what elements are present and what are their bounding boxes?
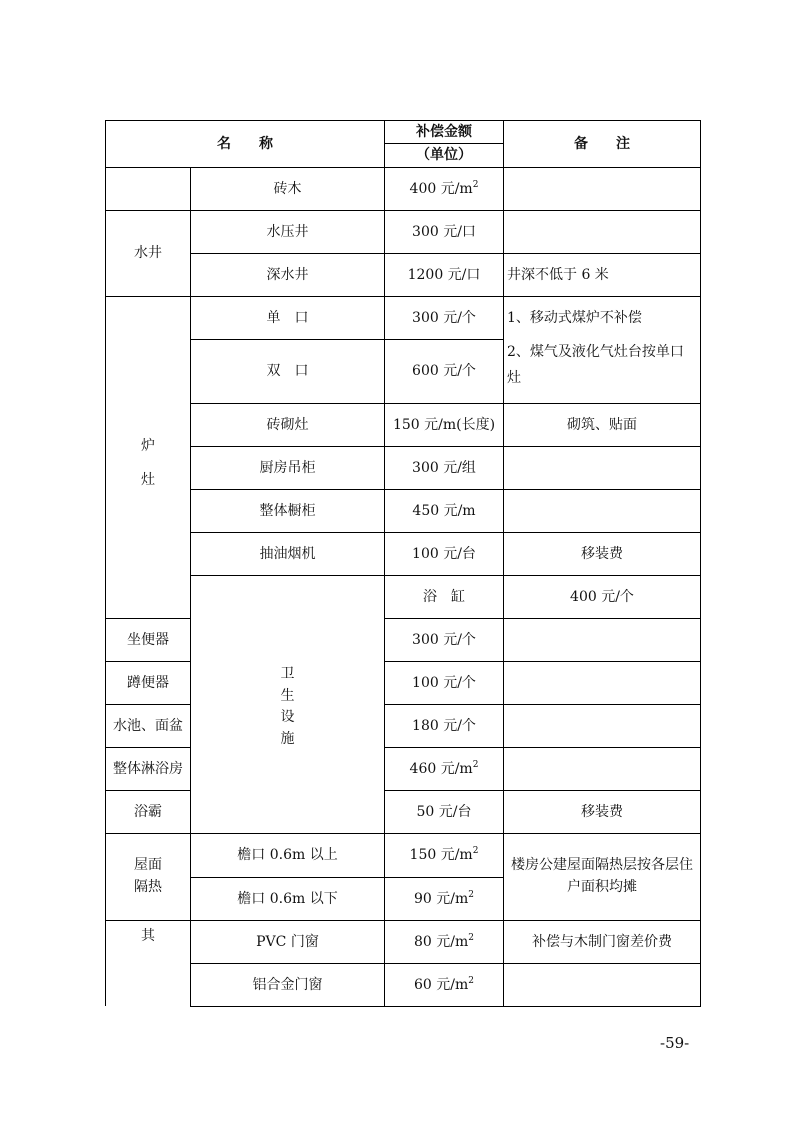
remark-cell <box>504 963 701 1006</box>
item-cell: 单 口 <box>191 296 385 339</box>
item-cell: PVC 门窗 <box>191 920 385 963</box>
item-cell: 水压井 <box>191 210 385 253</box>
table-row <box>106 296 701 339</box>
table-row <box>106 403 701 446</box>
remark-cell <box>504 747 701 790</box>
amount-cell: 600 元/个 <box>385 339 504 403</box>
amount-cell: 60 元$/m^2$ <box>385 963 504 1006</box>
amount-cell: 400 元/个 <box>504 575 701 618</box>
amount-cell: 50 元/台 <box>385 790 504 833</box>
amount-cell: 1200 元/口 <box>385 253 504 296</box>
item-cell: 水池、面盆 <box>106 704 191 747</box>
table-row <box>106 489 701 532</box>
amount-cell: 300 元/个 <box>385 296 504 339</box>
item-cell: 浴 缸 <box>385 575 504 618</box>
remark-cell <box>504 446 701 489</box>
item-cell: 砖砌灶 <box>191 403 385 446</box>
amount-cell: 460 元$/m^2$ <box>385 747 504 790</box>
amount-cell: 150 元$/m^2$ <box>385 833 504 877</box>
remark-cell: 砌筑、贴面 <box>504 403 701 446</box>
header-name: 名 称 <box>106 121 385 168</box>
remark-cell: 1、移动式煤炉不补偿 2、煤气及液化气灶台按单口灶 <box>504 296 701 403</box>
amount-cell: 400 元$/m^2$ <box>385 167 504 210</box>
table-row <box>106 167 701 210</box>
table-row <box>106 210 701 253</box>
amount-cell: 300 元/个 <box>385 618 504 661</box>
page-number: -59- <box>660 1034 690 1052</box>
item-cell: 浴霸 <box>106 790 191 833</box>
remark-cell <box>504 618 701 661</box>
amount-cell: 300 元/口 <box>385 210 504 253</box>
amount-cell: 90 元$/m^2$ <box>385 877 504 920</box>
category-roof: 屋面 隔热 <box>106 833 191 920</box>
item-cell: 檐口 0.6m 以下 <box>191 877 385 920</box>
item-cell: 铝合金门窗 <box>191 963 385 1006</box>
remark-cell <box>504 167 701 210</box>
item-cell: 檐口 0.6m 以上 <box>191 833 385 877</box>
remark-cell: 楼房公建屋面隔热层按各层住户面积均摊 <box>504 833 701 920</box>
remark-cell: 移装费 <box>504 790 701 833</box>
remark-cell: 井深不低于 6 米 <box>504 253 701 296</box>
category-cell <box>106 167 191 210</box>
table-row <box>106 446 701 489</box>
amount-cell: 300 元/组 <box>385 446 504 489</box>
category-other: 其 <box>106 920 191 1006</box>
amount-cell: 150 元/m(长度) <box>385 403 504 446</box>
amount-cell: 80 元$/m^2$ <box>385 920 504 963</box>
item-cell: 深水井 <box>191 253 385 296</box>
item-cell: 蹲便器 <box>106 661 191 704</box>
item-cell: 抽油烟机 <box>191 532 385 575</box>
amount-cell: 450 元/m <box>385 489 504 532</box>
item-cell: 砖木 <box>191 167 385 210</box>
item-cell: 双 口 <box>191 339 385 403</box>
header-unit: （单位） <box>385 144 504 167</box>
category-well: 水井 <box>106 210 191 296</box>
category-sanitary: 卫 生 设 施 <box>191 575 385 833</box>
table-row <box>106 575 701 618</box>
table-row <box>106 963 701 1006</box>
table-row <box>106 833 701 877</box>
table-row <box>106 253 701 296</box>
remark-cell <box>504 489 701 532</box>
compensation-table <box>105 120 701 1007</box>
table-row <box>106 920 701 963</box>
category-stove: 炉 灶 <box>106 296 191 618</box>
item-cell: 整体淋浴房 <box>106 747 191 790</box>
amount-cell: 180 元/个 <box>385 704 504 747</box>
item-cell: 整体橱柜 <box>191 489 385 532</box>
amount-cell: 100 元/个 <box>385 661 504 704</box>
item-cell: 厨房吊柜 <box>191 446 385 489</box>
remark-cell <box>504 210 701 253</box>
header-amount: 补偿金额 <box>385 121 504 144</box>
remark-cell: 移装费 <box>504 532 701 575</box>
remark-cell: 补偿与木制门窗差价费 <box>504 920 701 963</box>
table-row <box>106 532 701 575</box>
remark-cell <box>504 704 701 747</box>
amount-cell: 100 元/台 <box>385 532 504 575</box>
remark-cell <box>504 661 701 704</box>
header-remark: 备 注 <box>504 121 701 168</box>
item-cell: 坐便器 <box>106 618 191 661</box>
